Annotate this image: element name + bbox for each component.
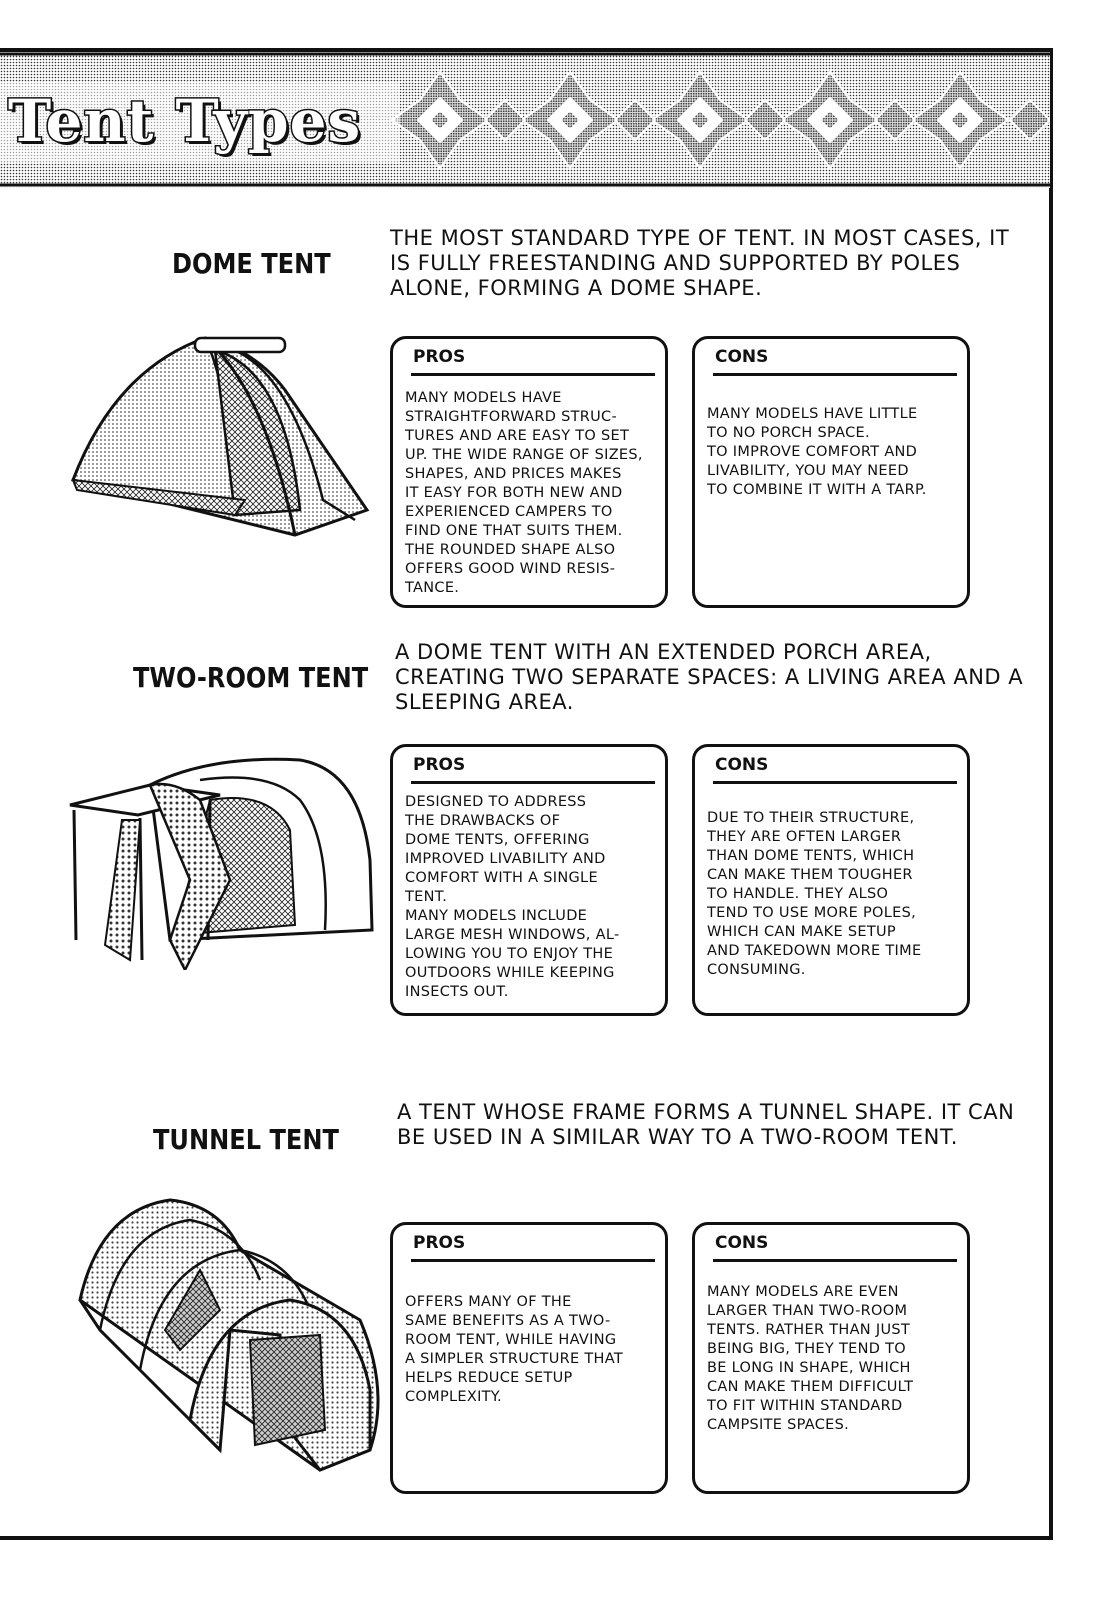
- pros-label: PROS: [413, 1233, 466, 1253]
- cons-label: CONS: [715, 1233, 769, 1253]
- dome-tent-pros-box: [390, 336, 668, 608]
- tunnel-tent-heading: TUNNEL TENT: [153, 1123, 339, 1156]
- dome-tent-heading: DOME TENT: [172, 247, 331, 280]
- cons-label: CONS: [715, 347, 769, 367]
- divider: [713, 1259, 957, 1262]
- two-room-tent-illustration: [60, 740, 380, 970]
- tunnel-tent-cons-text: MANY MODELS ARE EVEN LARGER THAN TWO-ROOM TENTS. RATHER THAN JUST BEING BIG, THEY TEND TO BE LONG IN SHAPE, WHICH CAN MAKE THEM DIFFICULT TO FIT WITHIN STANDARD CAMPSITE SPACES.: [707, 1284, 914, 1433]
- two-room-tent-cons-box: [692, 744, 970, 1016]
- divider: [411, 1259, 655, 1262]
- cons-label: CONS: [715, 755, 769, 775]
- dome-tent-cons-text: MANY MODELS HAVE LITTLE TO NO PORCH SPACE. TO IMPROVE COMFORT AND LIVABILITY, YOU MAY NEED TO COMBINE IT WITH A TARP.: [707, 406, 927, 498]
- dome-tent-pros-text: MANY MODELS HAVE STRAIGHTFORWARD STRUC- TURES AND ARE EASY TO SET UP. THE WIDE RANGE OF SIZES, SHAPES, AND PRICES MAKES IT EASY FOR BOTH NEW AND EXPERIENCED CAMPERS TO FIND ONE THAT SUITS THEM. THE ROUNDED SHAPE ALSO OFFERS GOOD WIND RESIS- TANCE.: [405, 390, 643, 596]
- divider: [411, 373, 655, 376]
- two-room-tent-heading: TWO-ROOM TENT: [133, 661, 369, 694]
- pros-label: PROS: [413, 347, 466, 367]
- divider: [713, 781, 957, 784]
- two-room-tent-cons-text: DUE TO THEIR STRUCTURE, THEY ARE OFTEN LARGER THAN DOME TENTS, WHICH CAN MAKE THEM TOUGHER TO HANDLE. THEY ALSO TEND TO USE MORE POLES, WHICH CAN MAKE SETUP AND TAKEDOWN MORE TIME CONSUMING.: [707, 810, 922, 978]
- divider: [713, 373, 957, 376]
- page-title: Tent Types: [8, 87, 362, 155]
- dome-tent-description: THE MOST STANDARD TYPE OF TENT. IN MOST CASES, IT IS FULLY FREESTANDING AND SUPPORTED BY POLES ALONE, FORMING A DOME SHAPE.: [390, 226, 1010, 300]
- tunnel-tent-description: A TENT WHOSE FRAME FORMS A TUNNEL SHAPE. IT CAN BE USED IN A SIMILAR WAY TO A TWO-ROOM TENT.: [397, 1100, 1015, 1149]
- pros-label: PROS: [413, 755, 466, 775]
- two-room-tent-pros-box: [390, 744, 668, 1016]
- two-room-tent-description: A DOME TENT WITH AN EXTENDED PORCH AREA, CREATING TWO SEPARATE SPACES: A LIVING AREA AND A SLEEPING AREA.: [395, 640, 1024, 714]
- two-room-tent-pros-text: DESIGNED TO ADDRESS THE DRAWBACKS OF DOME TENTS, OFFERING IMPROVED LIVABILITY AND COMFORT WITH A SINGLE TENT. MANY MODELS INCLUDE LARGE MESH WINDOWS, AL- LOWING YOU TO ENJOY THE OUTDOORS WHILE KEEPING INSECTS OUT.: [405, 794, 620, 1000]
- tunnel-tent-cons-box: [692, 1222, 970, 1494]
- divider: [411, 781, 655, 784]
- dome-tent-illustration: [55, 330, 385, 550]
- tunnel-tent-illustration: [70, 1190, 390, 1480]
- dome-tent-cons-box: [692, 336, 970, 608]
- tunnel-tent-pros-box: [390, 1222, 668, 1494]
- tunnel-tent-pros-text: OFFERS MANY OF THE SAME BENEFITS AS A TWO- ROOM TENT, WHILE HAVING A SIMPLER STRUCTURE THAT HELPS REDUCE SETUP COMPLEXITY.: [405, 1294, 623, 1405]
